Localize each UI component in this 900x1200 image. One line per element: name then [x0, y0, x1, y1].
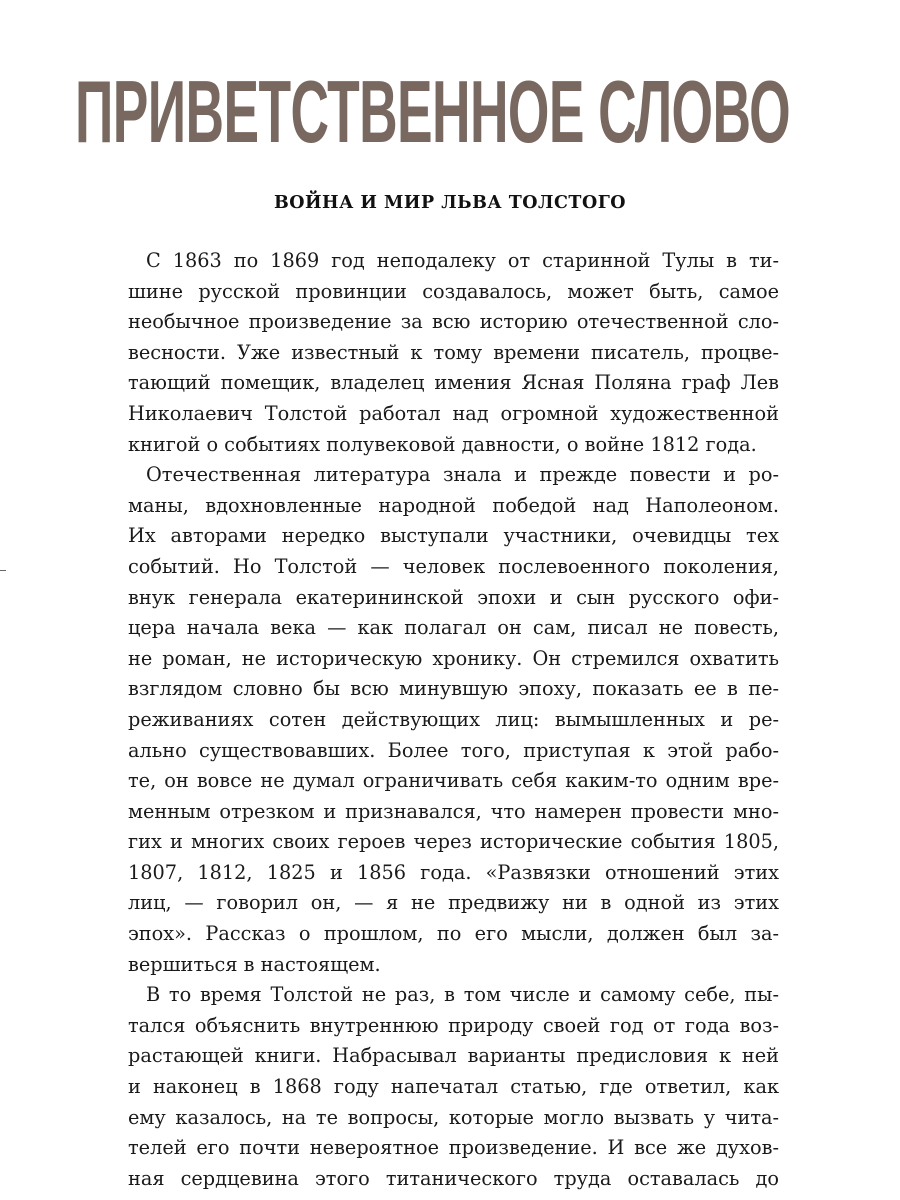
text-line: событий. Но Толстой — человек послевоенного поколения,	[128, 554, 779, 578]
text-line: и наконец в 1868 году напечатал статью, где ответил, как	[128, 1075, 779, 1099]
text-line: Отечественная литература знала и прежде повести и ро-	[146, 463, 779, 487]
paragraph	[128, 246, 779, 460]
text-line: Их авторами нередко выступали участники, очевидцы тех	[128, 524, 779, 548]
text-line: растающей книги. Набрасывал варианты предисловия к ней	[128, 1044, 779, 1068]
text-line: реживаниях сотен действующих лиц: вымышленных и ре-	[128, 707, 779, 731]
text-line: маны, вдохновленные народной победой над Наполеоном.	[128, 493, 779, 517]
heading-container	[75, 62, 790, 161]
text-line: вершиться в настоящем.	[128, 952, 381, 976]
text-line: книгой о событиях полувековой давности, о войне 1812 года.	[128, 432, 757, 456]
text-line: В то время Толстой не раз, в том числе и самому себе, пы-	[146, 983, 779, 1007]
margin-mark	[0, 570, 6, 571]
text-line: эпох». Рассказ о прошлом, по его мысли, должен был за-	[128, 922, 779, 946]
text-line: менным отрезком и признавался, что намерен провести мно-	[128, 799, 779, 823]
text-line: 1807, 1812, 1825 и 1856 года. «Развязки отношений этих	[128, 860, 779, 884]
text-line: тающий помещик, владелец имения Ясная Поляна граф Лев	[128, 371, 779, 395]
text-line: необычное произведение за всю историю отечественной сло-	[128, 310, 779, 334]
paragraph	[128, 980, 779, 1194]
text-line: весности. Уже известный к тому времени писатель, процве-	[128, 340, 779, 364]
paragraph	[128, 460, 779, 980]
text-line: ная сердцевина этого титанического труда оставалась до	[128, 1166, 779, 1190]
body-text	[128, 246, 779, 1194]
text-line: не роман, не историческую хронику. Он стремился охватить	[128, 646, 779, 670]
text-line: Николаевич Толстой работал над огромной художественной	[128, 401, 779, 425]
text-line: ально существовавших. Более того, приступая к этой рабо-	[128, 738, 779, 762]
text-line: ему казалось, на те вопросы, которые могло вызвать у чита-	[128, 1105, 779, 1129]
text-line: гих и многих своих героев через исторические события 1805,	[128, 830, 779, 854]
text-line: лиц, — говорил он, — я не предвижу ни в одной из этих	[128, 891, 779, 915]
text-line: тался объяснить внутреннюю природу своей год от года воз-	[128, 1013, 779, 1037]
text-line: те, он вовсе не думал ограничивать себя каким-то одним вре-	[128, 769, 779, 793]
text-line: телей его почти невероятное произведение. И все же духов-	[128, 1136, 779, 1160]
page-heading: ПРИВЕТСТВЕННОЕ СЛОВО	[75, 62, 790, 161]
text-line: цера начала века — как полагал он сам, писал не повесть,	[128, 616, 779, 640]
chapter-title: ВОЙНА И МИР ЛЬВА ТОЛСТОГО	[273, 193, 627, 213]
text-line: С 1863 по 1869 год неподалеку от старинной Тулы в ти-	[146, 249, 779, 272]
text-line: внук генерала екатерининской эпохи и сын русского офи-	[128, 585, 779, 609]
text-line: шине русской провинции создавалось, может быть, самое	[128, 279, 779, 303]
text-line: взглядом словно бы всю минувшую эпоху, показать ее в пе-	[128, 677, 779, 701]
